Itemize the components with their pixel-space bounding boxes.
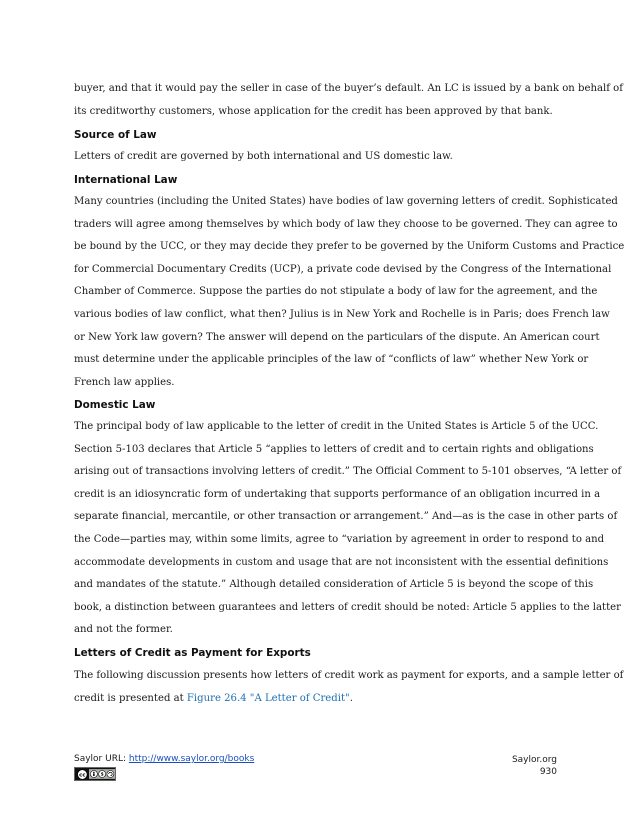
text-line: [74, 688, 560, 711]
text-line: be bound by the UCC, or they may decide they prefer to be governed by the Uniform Customs and Practice: [74, 241, 625, 253]
text-line: and not the former.: [74, 624, 173, 636]
page-number: 930: [539, 767, 557, 777]
footer-url-link[interactable]: http://www.saylor.org/books: [128, 754, 255, 764]
svg-text:cc: cc: [79, 772, 86, 779]
footer-page-info: [512, 754, 557, 778]
svg-text:$: $: [100, 772, 104, 778]
heading-source-of-law: Source of Law: [74, 129, 157, 141]
intro-paragraph: [74, 78, 623, 123]
heading-letters-of-credit-exports: Letters of Credit as Payment for Exports: [74, 647, 311, 659]
heading-international-law: International Law: [74, 174, 178, 186]
text-line: book, a distinction between guarantees and letters of credit should be noted: Article 5 applies to the latter: [74, 601, 621, 613]
exports-paragraph: [74, 665, 624, 710]
international-law-paragraph: [74, 191, 625, 394]
text-line: its creditworthy customers, whose application for the credit has been approved by that bank.: [74, 105, 553, 117]
footer-source: [74, 754, 254, 764]
text-line: buyer, and that it would pay the seller in case of the buyer’s default. An LC is issued by a bank on behalf of: [74, 83, 623, 94]
text-fragment: .: [349, 692, 353, 704]
text-line: separate financial, mercantile, or other transaction or arrangement.” And—as is the case in other parts of: [74, 511, 618, 523]
text-fragment: credit is presented at: [74, 692, 187, 704]
text-line: The principal body of law applicable to the letter of credit in the United States is Article 5 of the UCC.: [74, 421, 599, 432]
text-line: Many countries (including the United States) have bodies of law governing letters of credit. Sophisticated: [74, 196, 618, 207]
text-line: for Commercial Documentary Credits (UCP), a private code devised by the Congress of the International: [74, 263, 612, 275]
text-line: and mandates of the statute.” Although detailed consideration of Article 5 is beyond the scope of this: [74, 579, 594, 591]
text-line: accommodate developments in custom and usage that are not inconsistent with the essential definitions: [74, 556, 609, 568]
text-line: Chamber of Commerce. Suppose the parties do not stipulate a body of law for the agreement, and the: [74, 286, 598, 298]
text-line: credit is an idiosyncratic form of undertaking that supports performance of an obligation incurred in a: [74, 488, 601, 500]
text-line: French law applies.: [74, 376, 175, 388]
heading-domestic-law: Domestic Law: [74, 399, 156, 411]
cc-logo-icon: [77, 769, 88, 780]
text-line: the Code—parties may, within some limits, agree to “variation by agreement in order to respond to and: [74, 533, 605, 545]
creative-commons-license-icon[interactable]: [74, 767, 116, 781]
text-line: arising out of transactions involving letters of credit.” The Official Comment to 5-101 observes, “A letter of: [74, 466, 622, 478]
text-line: traders will agree among themselves by which body of law they choose to be governed. They can agree to: [74, 218, 618, 230]
source-of-law-paragraph: [74, 146, 560, 169]
footer-site: Saylor.org: [511, 755, 557, 765]
figure-link[interactable]: Figure 26.4 "A Letter of Credit": [186, 692, 350, 704]
footer-url-label: Saylor URL:: [74, 754, 129, 764]
text-line: must determine under the applicable principles of the law of “conflicts of law” whether New York or: [74, 354, 589, 366]
text-line: Letters of credit are governed by both international and US domestic law.: [74, 151, 453, 162]
by-nc-sa-icons: [89, 769, 115, 779]
text-line: or New York law govern? The answer will depend on the particulars of the dispute. An American court: [74, 331, 600, 343]
text-line: various bodies of law conflict, what then? Julius is in New York and Rochelle is in Paris; does French law: [74, 308, 610, 320]
domestic-law-paragraph: [74, 416, 622, 642]
text-line: The following discussion presents how letters of credit work as payment for exports, and a sample letter of: [74, 670, 624, 681]
text-line: Section 5-103 declares that Article 5 “applies to letters of credit and to certain rights and obligations: [74, 443, 594, 455]
